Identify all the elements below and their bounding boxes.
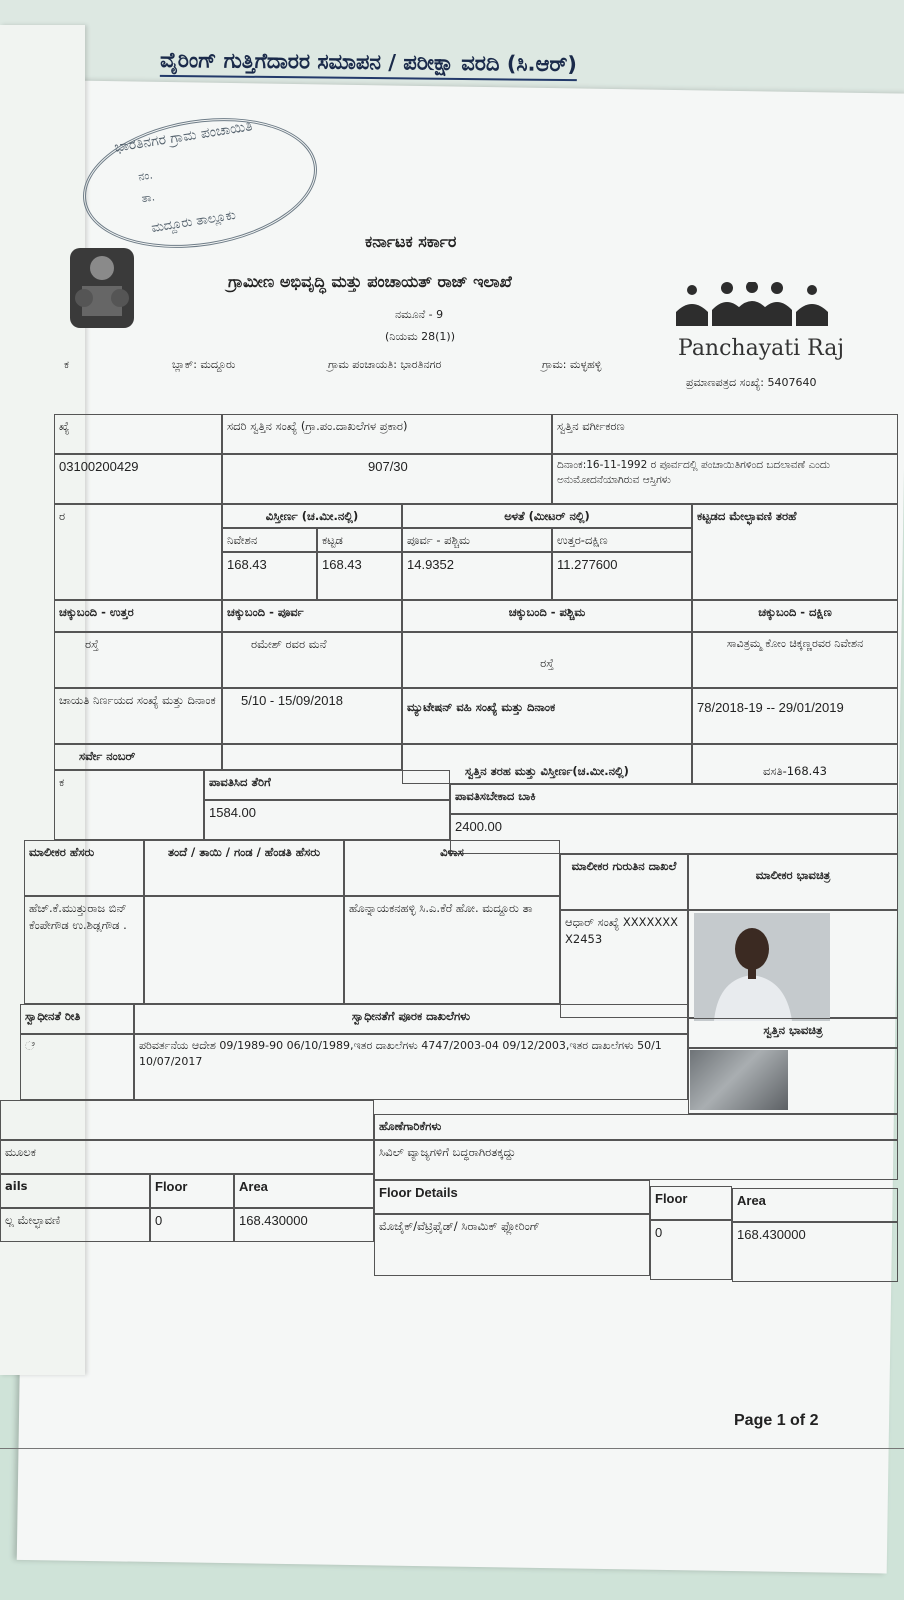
property-number-value: 907/30 <box>222 454 552 504</box>
floor-left-header-floor: Floor <box>150 1174 234 1208</box>
owner-name-value: ಹೆಚ್.ಕೆ.ಮುತ್ತುರಾಜ ಬಿನ್ ಕೆಂಪೇಗೌಡ ಉ.ಶಿಡ್ಲಗೌಡ . <box>24 896 144 1004</box>
ownership-docs-value: ಪರಿವರ್ತನೆಯ ಆದೇಶ 09/1989-90 06/10/1989,ಇತರ ದಾಖಲೆಗಳು 4747/2003-04 09/12/2003,ಇತರ ದಾಖಲೆಗಳು 50/1 10/07/2017 <box>134 1034 688 1100</box>
ownership-docs-label: ಸ್ವಾಧೀನತೆಗೆ ಪೂರಕ ದಾಖಲೆಗಳು <box>134 1004 688 1034</box>
tax-paid-label: ಪಾವತಿಸಿದ ತೆರಿಗೆ <box>204 770 450 800</box>
tax-due-label: ಪಾವತಿಸಬೇಕಾದ ಬಾಕಿ <box>450 784 898 814</box>
government-title: ಕರ್ನಾಟಕ ಸರ್ಕಾರ <box>365 232 457 251</box>
boundary-north-header: ಚಕ್ಕುಬಂದಿ - ಉತ್ತರ <box>54 600 222 632</box>
liabilities-left-label: ಮೂಲಕ <box>0 1140 374 1174</box>
floor-right-details-value: ಮೊಜೈಕ್/ವೆಟ್ರಿಫೈಡ್/ ಸಿರಾಮಿಕ್ ಫ್ಲೋರಿಂಗ್ <box>374 1214 650 1276</box>
building-header: ಕಟ್ಟಡ <box>317 528 402 552</box>
mutation-value: 78/2018-19 -- 29/01/2019 <box>692 688 898 744</box>
property-type-value: ವಸತಿ-168.43 <box>692 744 898 784</box>
survey-value <box>222 744 402 770</box>
mutation-label: ಮ್ಯುಟೇಷನ್ ವಹಿ ಸಂಖ್ಯೆ ಮತ್ತು ದಿನಾಂಕ <box>402 688 692 744</box>
floor-right-floor-value: 0 <box>650 1220 732 1280</box>
owner-id-header: ಮಾಲೀಕರ ಗುರುತಿನ ದಾಖಲೆ <box>560 854 688 910</box>
east-west-value: 14.9352 <box>402 552 552 600</box>
owner-name-header: ಮಾಲೀಕರ ಹೆಸರು <box>24 840 144 896</box>
stamp-line-2: ತಾ. <box>140 190 156 206</box>
east-west-header: ಪೂರ್ವ - ಪಶ್ಚಿಮ <box>402 528 552 552</box>
stamp-ring-top: ಭಾರತಿನಗರ ಗ್ರಾಮ ಪಂಚಾಯಿತಿ <box>113 118 254 156</box>
site-area-value: 168.43 <box>222 552 317 600</box>
measurement-header: ಅಳತೆ (ಮೀಟರ್ ನಲ್ಲಿ) <box>402 504 692 528</box>
dims-left-label: ರ <box>54 504 222 600</box>
footer-rule <box>0 1448 904 1449</box>
building-area-value: 168.43 <box>317 552 402 600</box>
floor-left-area-value: 168.430000 <box>234 1208 374 1242</box>
address-value: ಹೊನ್ನಾಯಕನಹಳ್ಳಿ ಸಿ.ಎ.ಕೆರೆ ಹೋ. ಮದ್ದೂರು ತಾ <box>344 896 560 1004</box>
property-photo-icon <box>690 1050 788 1110</box>
address-header: ವಿಳಾಸ <box>344 840 560 896</box>
floor-right-header-area: Area <box>732 1188 898 1222</box>
liabilities-value: ಸಿವಿಲ್ ವ್ಯಾಜ್ಯಗಳಿಗೆ ಬದ್ಧರಾಗಿರತಕ್ಕದ್ದು <box>374 1140 898 1180</box>
site-header: ನಿವೇಶನ <box>222 528 317 552</box>
floor-left-header-area: Area <box>234 1174 374 1208</box>
north-south-value: 11.277600 <box>552 552 692 600</box>
boundary-south-header: ಚಕ್ಕುಬಂದಿ - ದಕ್ಷಿಣ <box>692 600 898 632</box>
panchayati-raj-brand: Panchayati Raj <box>678 336 845 361</box>
tax-due-value: 2400.00 <box>450 814 898 854</box>
building-type-header: ಕಟ್ಟಡದ ಮೇಲ್ಛಾವಣಿ ತರಹೆ <box>692 504 898 600</box>
boundary-south-value: ಸಾವಿತ್ರಮ್ಮ ಕೋಂ ಚಿಕ್ಕಣ್ಣರವರ ನಿವೇಶನ <box>692 632 898 688</box>
floor-right-header-floor: Floor <box>650 1186 732 1220</box>
floor-right-area-value: 168.430000 <box>732 1222 898 1282</box>
relation-name-value <box>144 896 344 1004</box>
liabilities-left-blank <box>0 1100 374 1140</box>
property-type-label: ಸ್ವತ್ತಿನ ತರಹ ಮತ್ತು ವಿಸ್ತೀರ್ಣ(ಚ.ಮೀ.ನಲ್ಲಿ) <box>402 744 692 784</box>
form-number: ನಮೂನೆ - 9 <box>395 308 444 321</box>
owner-id-value: ಆಧಾರ್ ಸಂಖ್ಯೆ XXXXXXXX2453 <box>560 910 688 1018</box>
relation-name-header: ತಂದೆ / ತಾಯಿ / ಗಂಡ / ಹೆಂಡತಿ ಹೆಸರು <box>144 840 344 896</box>
department-title: ಗ್ರಾಮೀಣ ಅಭಿವೃದ್ಧಿ ಮತ್ತು ಪಂಚಾಯತ್ ರಾಜ್ ಇಲಾಖೆ <box>228 272 512 291</box>
resolution-value: 5/10 - 15/09/2018 <box>222 688 402 744</box>
property-photo-label: ಸ್ವತ್ತಿನ ಭಾವಚಿತ್ರ <box>688 1018 898 1048</box>
floor-left-details-value: ಲ್ಲ ಮೇಲ್ಛಾವಣಿ <box>0 1208 150 1242</box>
ownership-type-label: ಸ್ವಾಧೀನತೆ ರೀತಿ <box>20 1004 134 1034</box>
panchayati-raj-logo-icon <box>672 282 832 332</box>
boundary-north-value: ರಸ್ತೆ <box>54 632 222 688</box>
resolution-label: ಚಾಯತಿ ನಿರ್ಣಯದ ಸಂಖ್ಯೆ ಮತ್ತು ದಿನಾಂಕ <box>54 688 222 744</box>
floor-right-header-details: Floor Details <box>374 1180 650 1214</box>
north-south-header: ಉತ್ತರ-ದಕ್ಷಿಣ <box>552 528 692 552</box>
stamp-ring-bottom: ಮದ್ದೂರು ತಾಲ್ಲೂಕು <box>150 207 237 237</box>
tax-paid-value: 1584.00 <box>204 800 450 840</box>
area-header: ವಿಸ್ತೀರ್ಣ (ಚ.ಮೀ.ನಲ್ಲಿ) <box>222 504 402 528</box>
property-classification-label: ಸ್ವತ್ತಿನ ವರ್ಗೀಕರಣ <box>552 414 898 454</box>
boundary-west-value: ರಸ್ತೆ <box>402 632 692 688</box>
gram-panchayat-name: ಗ್ರಾಮ ಪಂಚಾಯತಿ: ಭಾರತಿನಗರ <box>328 358 442 371</box>
owner-photo <box>694 913 830 1021</box>
property-id-label: ಖ್ಯೆ <box>54 414 222 454</box>
tax-left-label: ಕ <box>54 770 204 840</box>
stamp-line-1: ನಂ. <box>137 168 154 184</box>
property-id-value: 03100200429 <box>54 454 222 504</box>
boundary-east-header: ಚಕ್ಕುಬಂದಿ - ಪೂರ್ವ <box>222 600 402 632</box>
handwritten-heading: ವೈರಿಂಗ್ ಗುತ್ತಿಗೆದಾರರ ಸಮಾಪನ / ಪರೀಕ್ಷಾ ವರದಿ (ಸಿ.ಆರ್) <box>159 47 578 77</box>
rule-number: (ನಿಯಮ 28(1)) <box>385 330 456 343</box>
property-number-label: ಸದರಿ ಸ್ವತ್ತಿನ ಸಂಖ್ಯೆ (ಗ್ರಾ.ಪಂ.ದಾಖಲೆಗಳ ಪ್ರಕಾರ) <box>222 414 552 454</box>
property-classification-value: ದಿನಾಂಕ:16-11-1992 ರ ಪೂರ್ವದಲ್ಲಿ ಪಂಚಾಯಿತಿಗಳಿಂದ ಬದಲಾವಣೆ ಎಂದು ಅನುಮೋದನೆಯಾಗಿರುವ ಆಸ್ತಿಗಳು <box>552 454 898 504</box>
floor-left-floor-value: 0 <box>150 1208 234 1242</box>
person-icon <box>694 913 830 1021</box>
village-name: ಗ್ರಾಮ: ಮಳ್ಳಹಳ್ಳಿ <box>542 358 602 371</box>
survey-label: ಸರ್ವೇ ನಂಬರ್ <box>54 744 222 770</box>
state-emblem-icon <box>62 238 142 338</box>
ownership-left-cut: ೆ <box>20 1034 134 1100</box>
owner-photo-header: ಮಾಲೀಕರ ಭಾವಚಿತ್ರ <box>688 854 898 910</box>
boundary-west-header: ಚಕ್ಕುಬಂದಿ - ಪಶ್ಚಿಮ <box>402 600 692 632</box>
page-number: Page 1 of 2 <box>734 1412 819 1429</box>
floor-left-header-details: ails <box>0 1174 150 1208</box>
boundary-east-value: ರಮೇಶ್ ರವರ ಮನೆ <box>222 632 402 688</box>
block-name: ಬ್ಲಾಕ್: ಮದ್ದೂರು <box>172 358 236 371</box>
left-cut-text: ಕ <box>64 358 69 371</box>
liabilities-header: ಹೊಣೆಗಾರಿಕೆಗಳು <box>374 1114 898 1140</box>
certificate-number: ಪ್ರಮಾಣಪತ್ರದ ಸಂಖ್ಯೆ: 5407640 <box>686 376 817 389</box>
